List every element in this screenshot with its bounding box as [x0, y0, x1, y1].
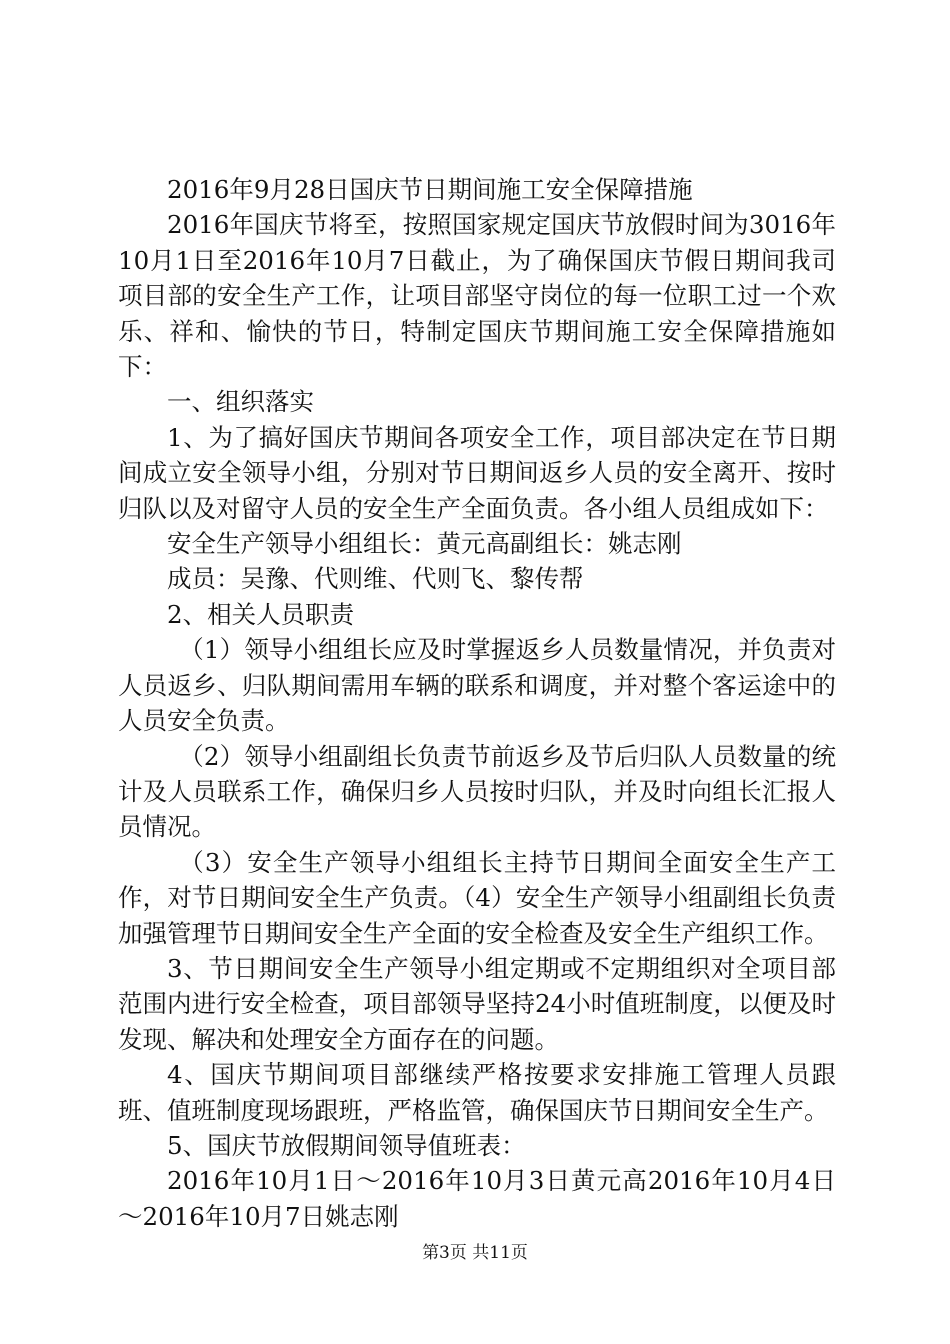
paragraph-item-2: 2、相关人员职责 [167, 599, 355, 629]
duty-item-3-4: （3）安全生产领导小组组长主持节日期间全面安全生产工作，对节日期间安全生产负责。（4）安全生产领导小组副组长负责加强管理节日期间安全生产全面的安全检查及安全生产组织工作。 [118, 847, 836, 948]
paragraph-item-1: 1、为了搞好国庆节期间各项安全工作，项目部决定在节日期间成立安全领导小组，分别对节日期间返乡人员的安全离开、按时归队以及对留守人员的安全生产全面负责。各小组人员组成如下： [118, 422, 836, 523]
section-heading-organization: 一、组织落实 [167, 387, 314, 417]
paragraph-item-5: 5、国庆节放假期间领导值班表： [167, 1130, 526, 1160]
members-line: 成员：吴豫、代则维、代则飞、黎传帮 [167, 564, 584, 594]
page-footer: 第3页 共11页 [422, 1243, 528, 1263]
duty-item-2: （2）领导小组副组长负责节前返乡及节后归队人员数量的统计及人员联系工作，确保归乡人员按时归队，并及时向组长汇报人员情况。 [118, 741, 836, 842]
duty-schedule-line: 2016年10月1日～2016年10月3日黄元高2016年10月4日～2016年10月7日姚志刚 [118, 1166, 836, 1231]
document-title: 2016年9月28日国庆节日期间施工安全保障措施 [167, 175, 693, 204]
document-body [118, 172, 836, 1234]
intro-paragraph: 2016年国庆节将至，按照国家规定国庆节放假时间为3016年10月1日至2016年10月7日截止，为了确保国庆节假日期间我司项目部的安全生产工作，让项目部坚守岗位的每一位职工过一个欢乐、祥和、愉快的节日，特制定国庆节期间施工安全保障措施如下： [118, 210, 836, 382]
paragraph-item-4: 4、国庆节期间项目部继续严格按要求安排施工管理人员跟班、值班制度现场跟班，严格监管，确保国庆节日期间安全生产。 [118, 1060, 836, 1125]
paragraph-item-3: 3、节日期间安全生产领导小组定期或不定期组织对全项目部范围内进行安全检查，项目部领导坚持24小时值班制度，以便及时发现、解决和处理安全方面存在的问题。 [118, 953, 836, 1054]
leader-group-line: 安全生产领导小组组长：黄元高副组长：姚志刚 [167, 529, 682, 559]
duty-item-1: （1）领导小组组长应及时掌握返乡人员数量情况，并负责对人员返乡、归队期间需用车辆的联系和调度，并对整个客运途中的人员安全负责。 [118, 635, 836, 736]
